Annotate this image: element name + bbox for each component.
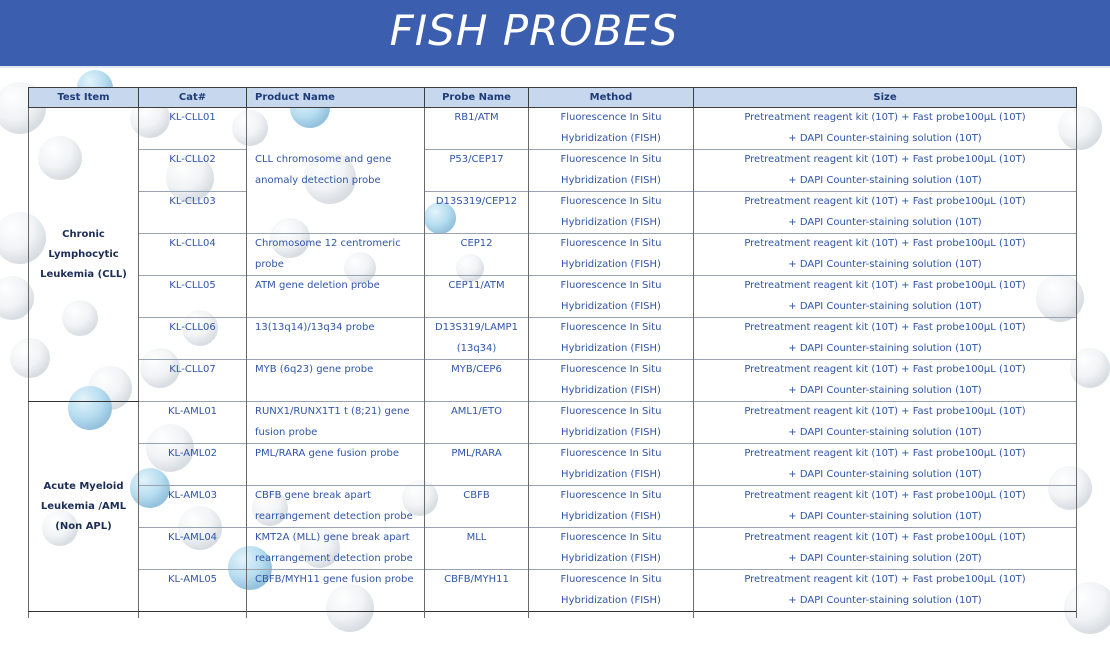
method-line-1: Fluorescence In Situ [560, 532, 662, 543]
header-product-name: Product Name [247, 88, 425, 108]
method-line-1: Fluorescence In Situ [560, 238, 662, 249]
size-line-2: + DAPI Counter-staining solution (10T) [788, 426, 982, 438]
method-cell [529, 528, 694, 570]
test-item-aml: Acute Myeloid Leukemia /AML (Non APL) [29, 402, 139, 612]
page-title: FISH PROBES [389, 6, 679, 55]
size-line-1: Pretreatment reagent kit (10T) + Fast probe100μL (10T) [744, 364, 1026, 375]
method-cell [529, 234, 694, 276]
method-line-2: Hybridization (FISH) [561, 384, 661, 396]
method-line-1: Fluorescence In Situ [560, 574, 662, 585]
probe-cell: D13S319/LAMP1 (13q34) [425, 318, 529, 360]
size-cell [694, 402, 1077, 444]
size-line-2: + DAPI Counter-staining solution (10T) [788, 300, 982, 312]
product-cell: CBFB gene break apart rearrangement detection probe [247, 486, 425, 528]
method-line-2: Hybridization (FISH) [561, 216, 661, 228]
table-row [29, 570, 1077, 612]
product-cell: CBFB/MYH11 gene fusion probe [247, 570, 425, 612]
cat-cell: KL-AML05 [139, 570, 247, 612]
size-line-1: Pretreatment reagent kit (10T) + Fast probe100μL (10T) [744, 574, 1026, 585]
cat-cell: KL-AML02 [139, 444, 247, 486]
cat-cell: KL-CLL02 [139, 150, 247, 192]
size-cell [694, 108, 1077, 150]
method-line-2: Hybridization (FISH) [561, 510, 661, 522]
size-cell [694, 150, 1077, 192]
method-line-2: Hybridization (FISH) [561, 258, 661, 270]
size-line-2: + DAPI Counter-staining solution (10T) [788, 594, 982, 606]
probe-cell: AML1/ETO [425, 402, 529, 444]
cat-cell: KL-CLL06 [139, 318, 247, 360]
size-line-2: + DAPI Counter-staining solution (10T) [788, 468, 982, 480]
product-cell: RUNX1/RUNX1T1 t (8;21) gene fusion probe [247, 402, 425, 444]
cat-cell: KL-CLL05 [139, 276, 247, 318]
method-cell [529, 276, 694, 318]
size-line-1: Pretreatment reagent kit (10T) + Fast probe100μL (10T) [744, 490, 1026, 501]
table-row [29, 108, 1077, 150]
size-line-2: + DAPI Counter-staining solution (10T) [788, 132, 982, 144]
method-line-1: Fluorescence In Situ [560, 364, 662, 375]
size-line-1: Pretreatment reagent kit (10T) + Fast probe100μL (10T) [744, 112, 1026, 123]
method-line-2: Hybridization (FISH) [561, 132, 661, 144]
header-test-item: Test Item [29, 88, 139, 108]
method-line-1: Fluorescence In Situ [560, 406, 662, 417]
method-line-1: Fluorescence In Situ [560, 448, 662, 459]
table-row [29, 150, 1077, 192]
cat-cell: KL-CLL01 [139, 108, 247, 150]
header-cat: Cat# [139, 88, 247, 108]
size-cell [694, 486, 1077, 528]
table-row [29, 528, 1077, 570]
method-line-2: Hybridization (FISH) [561, 468, 661, 480]
product-cell: ATM gene deletion probe [247, 276, 425, 318]
product-cell: PML/RARA gene fusion probe [247, 444, 425, 486]
method-line-1: Fluorescence In Situ [560, 112, 662, 123]
probe-cell: P53/CEP17 [425, 150, 529, 192]
cat-cell: KL-CLL07 [139, 360, 247, 402]
size-line-1: Pretreatment reagent kit (10T) + Fast probe100μL (10T) [744, 280, 1026, 291]
product-cell: CLL chromosome and gene anomaly detection probe [247, 108, 425, 234]
cat-cell: KL-AML03 [139, 486, 247, 528]
method-cell [529, 444, 694, 486]
title-banner [0, 0, 1110, 68]
method-line-2: Hybridization (FISH) [561, 300, 661, 312]
probe-cell: CEP12 [425, 234, 529, 276]
size-line-1: Pretreatment reagent kit (10T) + Fast probe100μL (10T) [744, 448, 1026, 459]
probe-cell: CBFB/MYH11 [425, 570, 529, 612]
method-line-2: Hybridization (FISH) [561, 552, 661, 564]
table-row [29, 234, 1077, 276]
size-cell [694, 570, 1077, 612]
table-row [29, 444, 1077, 486]
product-cell: Chromosome 12 centromeric probe [247, 234, 425, 276]
method-cell [529, 360, 694, 402]
method-cell [529, 570, 694, 612]
method-line-2: Hybridization (FISH) [561, 594, 661, 606]
size-line-1: Pretreatment reagent kit (10T) + Fast probe100μL (10T) [744, 196, 1026, 207]
fish-probes-table [28, 87, 1077, 618]
size-cell [694, 192, 1077, 234]
table-row [29, 192, 1077, 234]
header-method: Method [529, 88, 694, 108]
method-line-2: Hybridization (FISH) [561, 426, 661, 438]
method-cell [529, 318, 694, 360]
cat-cell: KL-CLL03 [139, 192, 247, 234]
probe-cell: RB1/ATM [425, 108, 529, 150]
size-cell [694, 444, 1077, 486]
cat-cell: KL-AML01 [139, 402, 247, 444]
method-cell [529, 486, 694, 528]
method-cell [529, 192, 694, 234]
size-line-2: + DAPI Counter-staining solution (10T) [788, 510, 982, 522]
method-line-1: Fluorescence In Situ [560, 490, 662, 501]
product-cell: MYB (6q23) gene probe [247, 360, 425, 402]
table-row [29, 276, 1077, 318]
size-line-2: + DAPI Counter-staining solution (10T) [788, 174, 982, 186]
cat-cell: KL-CLL04 [139, 234, 247, 276]
method-cell [529, 108, 694, 150]
size-line-1: Pretreatment reagent kit (10T) + Fast probe100μL (10T) [744, 322, 1026, 333]
probe-cell: PML/RARA [425, 444, 529, 486]
size-line-2: + DAPI Counter-staining solution (20T) [788, 552, 982, 564]
size-cell [694, 276, 1077, 318]
probe-cell: CEP11/ATM [425, 276, 529, 318]
table-row [29, 402, 1077, 444]
header-size: Size [694, 88, 1077, 108]
method-line-1: Fluorescence In Situ [560, 322, 662, 333]
method-cell [529, 402, 694, 444]
method-cell [529, 150, 694, 192]
size-line-1: Pretreatment reagent kit (10T) + Fast probe100μL (10T) [744, 238, 1026, 249]
probe-cell: MYB/CEP6 [425, 360, 529, 402]
size-line-2: + DAPI Counter-staining solution (10T) [788, 258, 982, 270]
size-line-2: + DAPI Counter-staining solution (10T) [788, 384, 982, 396]
product-cell: KMT2A (MLL) gene break apart rearrangement detection probe [247, 528, 425, 570]
probe-cell: D13S319/CEP12 [425, 192, 529, 234]
table-row [29, 360, 1077, 402]
table-row [29, 318, 1077, 360]
size-line-1: Pretreatment reagent kit (10T) + Fast probe100μL (10T) [744, 406, 1026, 417]
size-cell [694, 528, 1077, 570]
size-line-2: + DAPI Counter-staining solution (10T) [788, 342, 982, 354]
size-line-2: + DAPI Counter-staining solution (10T) [788, 216, 982, 228]
method-line-1: Fluorescence In Situ [560, 196, 662, 207]
test-item-cll: Chronic Lymphocytic Leukemia (CLL) [29, 108, 139, 402]
product-cell: 13(13q14)/13q34 probe [247, 318, 425, 360]
probe-cell: MLL [425, 528, 529, 570]
method-line-2: Hybridization (FISH) [561, 174, 661, 186]
method-line-1: Fluorescence In Situ [560, 154, 662, 165]
header-probe-name: Probe Name [425, 88, 529, 108]
probe-cell: CBFB [425, 486, 529, 528]
table-row [29, 486, 1077, 528]
method-line-1: Fluorescence In Situ [560, 280, 662, 291]
size-line-1: Pretreatment reagent kit (10T) + Fast probe100μL (10T) [744, 532, 1026, 543]
size-cell [694, 234, 1077, 276]
size-cell [694, 318, 1077, 360]
size-cell [694, 360, 1077, 402]
method-line-2: Hybridization (FISH) [561, 342, 661, 354]
size-line-1: Pretreatment reagent kit (10T) + Fast probe100μL (10T) [744, 154, 1026, 165]
table-header-row [29, 88, 1077, 108]
table-row-partial [29, 612, 1077, 619]
cat-cell: KL-AML04 [139, 528, 247, 570]
